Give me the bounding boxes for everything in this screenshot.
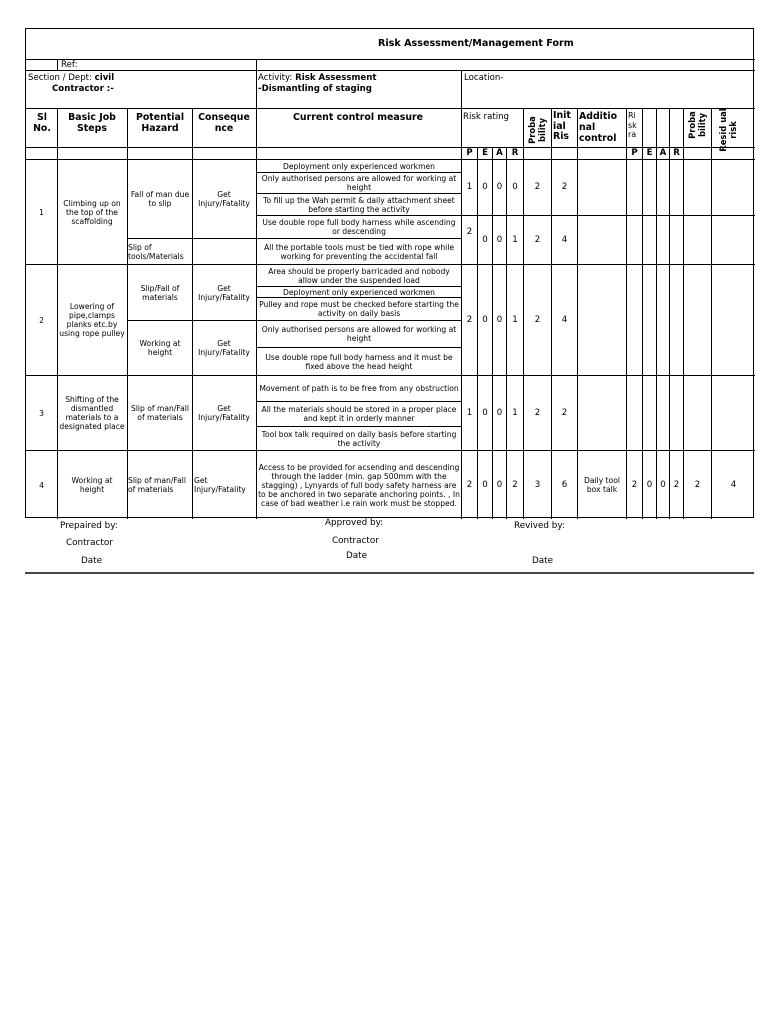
row3-control-3: Tool box talk required on daily basis before starting the activity [261,429,457,448]
contractor-label: Contractor :- [52,84,114,94]
row3-control-1: Movement of path is to be free from any obstruction [259,384,459,393]
row4-res-p: 2 [631,479,638,490]
row2-hazard-2: Working at height [139,339,181,357]
rule [26,70,755,71]
row4-control: Access to be provided for acsending and descending through the ladder (min. gap 500mm with the stagging) , Lynyards of full body safety harness are to be anchored in two separate anchoring points. , In case of bad weather i.e rain work must be stopped. [258,462,460,508]
row1-hazard-2: Slip of tools/Materials [128,242,184,261]
section-value: civil [94,73,115,83]
header-additional: Additio nal control [579,111,618,144]
row4-res-e: 0 [646,479,653,490]
row3-sl: 3 [39,408,44,418]
row2-sl: 2 [39,315,44,325]
row4-additional: Daily tool box talk [583,476,620,494]
row4-res-r: 2 [673,479,680,490]
header-sl: Sl No. [33,112,51,134]
date-2: Date [346,551,368,561]
pear-p: P [466,148,473,158]
pear-a-2: A [659,148,667,158]
section-field [28,73,114,83]
row1-control-3: To fill up the Wah permit & daily attachment sheet before starting the activity [263,195,455,214]
activity-field [258,73,377,83]
row1-control-4: Use double rope full body harness while ascending or descending [262,218,456,236]
row2-step: Lowering of pipe,clamps planks etc.by using rope pulley [59,302,125,338]
section-label: Section / Dept: [28,73,92,83]
row4-sl: 4 [39,480,44,490]
row2-control-5: Use double rope full body harness and it must be fixed above the head height [265,352,453,371]
rule [256,59,257,519]
header-residual: Resid ual risk [718,108,738,152]
row4-risk: 6 [561,479,568,490]
risk-assessment-form [25,28,754,518]
row2-e: 0 [482,314,488,325]
rule [192,108,193,519]
row3-risk: 2 [561,407,568,418]
row2-control-3: Pulley and rope must be checked before starting the activity on daily basis [259,300,459,318]
row1b-risk: 4 [561,234,568,245]
row2-control-1: Area should be properly barricaded and nobody allow under the suspended load [268,266,450,285]
row4-res-risk: 4 [730,479,737,490]
row1a-prob: 2 [534,182,541,192]
header-initial-risk: Init ial Ris [553,110,571,142]
rule [26,108,755,109]
row1b-p: 2 [466,227,473,237]
date-3: Date [532,556,554,566]
row2-p: 2 [466,314,473,325]
row2-control-4: Only authorised persons are allowed for working at height [261,325,457,343]
row1a-risk: 2 [561,182,568,192]
location-label: Location- [464,73,504,83]
row4-r: 2 [512,479,518,490]
row4-hazard: Slip of man/Fall of materials [128,476,186,494]
row4-p: 2 [466,479,473,490]
row1a-a: 0 [496,182,503,192]
row1b-r: 1 [512,234,518,245]
reviewed-by: Revived by: [514,521,565,531]
row4-res-a: 0 [660,479,666,490]
row1-control-1: Deployment only experienced workmen [283,161,435,171]
header-risk-ra: Ri sk ra [628,111,637,139]
pear-r-2: R [673,148,680,158]
row2-consequence-2: Get Injury/Fatality [198,339,250,357]
activity-line2: -Dismantling of staging [258,84,372,94]
activity-value: Risk Assessment [295,73,377,83]
row1a-p: 1 [466,182,473,192]
header-hazard: Potential Hazard [135,112,185,134]
row4-e: 0 [482,479,488,490]
row3-p: 1 [466,407,473,418]
row3-control-2: All the materials should be stored in a proper place and kept it in orderly manner [261,405,457,423]
row1-control-5: All the portable tools must be tied with rope while working for preventing the accidental fall [263,242,455,261]
pear-r: R [511,148,519,158]
row4-step: Working at height [71,476,113,494]
row3-prob: 2 [534,407,541,418]
row2-control-2: Deployment only experienced workmen [283,287,435,297]
header-risk-rating: Risk rating [463,112,510,122]
pear-p-2: P [631,148,638,158]
row3-r: 1 [512,407,518,418]
row1b-e: 0 [482,234,488,245]
row3-hazard: Slip of man/Fall of materials [131,404,189,422]
row1a-e: 0 [482,182,488,192]
header-consequence: Conseque nce [198,112,250,134]
pear-e: E [482,148,488,158]
row1b-prob: 2 [534,234,541,245]
date-1: Date [81,556,103,566]
row1a-r: 0 [512,182,518,192]
contractor-1: Contractor [66,538,113,548]
row1-hazard-1: Fall of man due to slip [130,190,190,208]
row2-prob: 2 [534,314,541,325]
row1b-a: 0 [496,234,503,245]
row4-res-prob: 2 [694,479,701,490]
row1-control-2: Only authorised persons are allowed for working at height [261,174,457,192]
row3-step: Shifting of the dismantled materials to a designated place [59,395,125,431]
form-title: Risk Assessment/Management Form [378,38,574,49]
row3-e: 0 [482,407,488,418]
ref-label: Ref: [61,60,78,70]
row1-sl: 1 [39,207,44,217]
row3-a: 0 [496,407,503,418]
row4-consequence: Get Injury/Fatality [194,476,246,494]
row2-r: 1 [512,314,518,325]
approved-by: Approved by: [325,518,384,528]
footer-rule [25,572,754,574]
rule [57,108,58,519]
activity-label: Activity: [258,73,293,83]
header-steps: Basic Job Steps [68,112,116,134]
row1-step: Climbing up on the top of the scaffolding [63,198,121,226]
row2-hazard-1: Slip/Fall of materials [140,283,180,302]
row2-consequence-1: Get Injury/Fatality [198,283,250,302]
prepared-by: Prepaired by: [60,521,118,531]
row2-a: 0 [496,314,503,325]
header-probability: Proba bility [527,116,547,144]
row4-a: 0 [496,479,503,490]
pear-e-2: E [646,148,653,158]
header-control: Current control measure [293,112,423,123]
header-probability-2: Proba bility [687,111,707,139]
row3-consequence: Get Injury/Fatality [198,404,250,422]
row2-risk: 4 [561,314,568,325]
row4-prob: 3 [534,479,541,490]
rule [26,59,755,60]
rule [57,59,58,70]
pear-a: A [496,148,503,158]
row1-consequence: Get Injury/Fatality [198,190,250,208]
contractor-2: Contractor [332,536,379,546]
